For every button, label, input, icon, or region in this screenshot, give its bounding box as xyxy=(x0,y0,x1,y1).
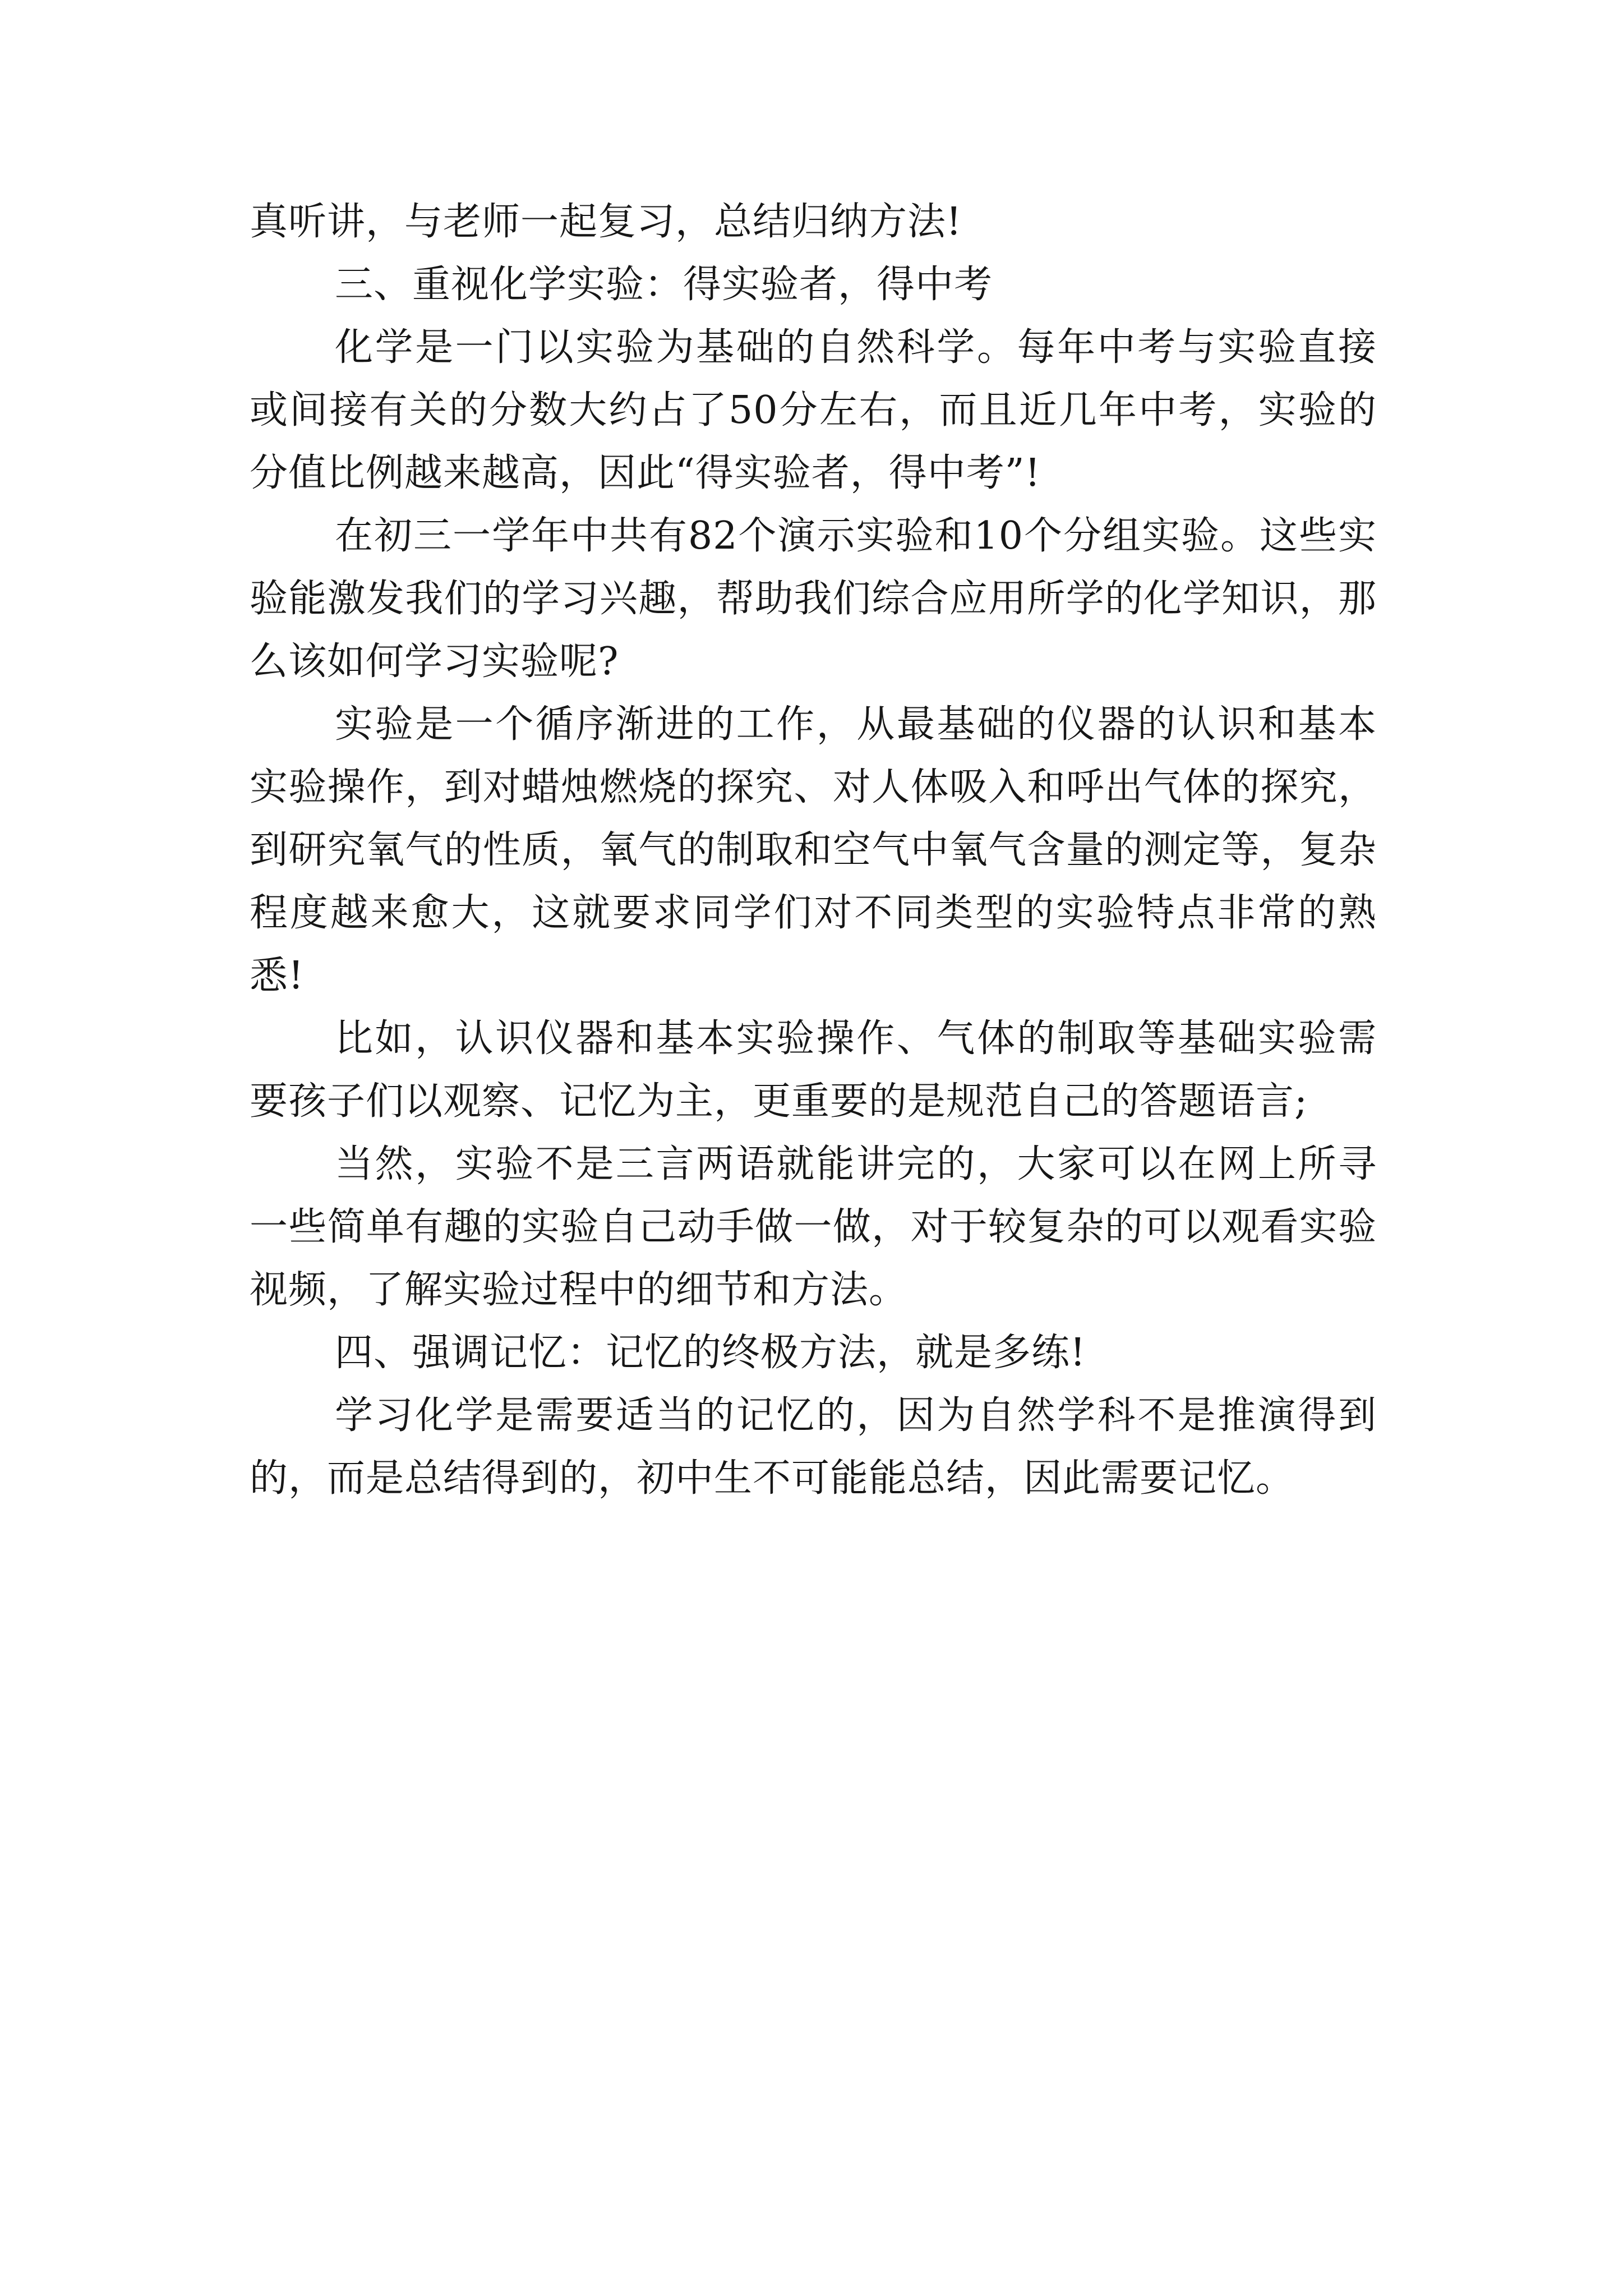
paragraph-memory: 学习化学是需要适当的记忆的，因为自然学科不是推演得到的，而是总结得到的，初中生不可能能总结，因此需要记忆。 xyxy=(250,1393,1377,1501)
paragraph-experiment-progression: 实验是一个循序渐进的工作，从最基础的仪器的认识和基本实验操作，到对蜡烛燃烧的探究、对人体吸入和呼出气体的探究，到研究氧气的性质，氧气的制取和空气中氧气含量的测定等，复杂程度越来愈大，这就要求同学们对不同类型的实验特点非常的熟悉! xyxy=(250,702,1377,998)
paragraph-experiment-count: 在初三一学年中共有82个演示实验和10个分组实验。这些实验能激发我们的学习兴趣，帮助我们综合应用所学的化学知识，那么该如何学习实验呢? xyxy=(250,514,1377,684)
section-heading-experiments: 三、重视化学实验：得实验者，得中考 xyxy=(335,263,993,307)
paragraph-hands-on: 当然，实验不是三言两语就能讲完的，大家可以在网上所寻一些简单有趣的实验自己动手做一做，对于较复杂的可以观看实验视频，了解实验过程中的细节和方法。 xyxy=(250,1142,1377,1312)
paragraph-continuation: 真听讲，与老师一起复习，总结归纳方法! xyxy=(250,200,962,244)
section-heading-memory: 四、强调记忆：记忆的终极方法，就是多练! xyxy=(335,1331,1086,1375)
paragraph-basic-experiments: 比如，认识仪器和基本实验操作、气体的制取等基础实验需要孩子们以观察、记忆为主，更重要的是规范自己的答题语言; xyxy=(250,1016,1377,1124)
document-page xyxy=(250,191,1377,1510)
paragraph-experiment-importance: 化学是一门以实验为基础的自然科学。每年中考与实验直接或间接有关的分数大约占了50分左右，而且近几年中考，实验的分值比例越来越高，因此“得实验者，得中考”! xyxy=(250,325,1377,495)
